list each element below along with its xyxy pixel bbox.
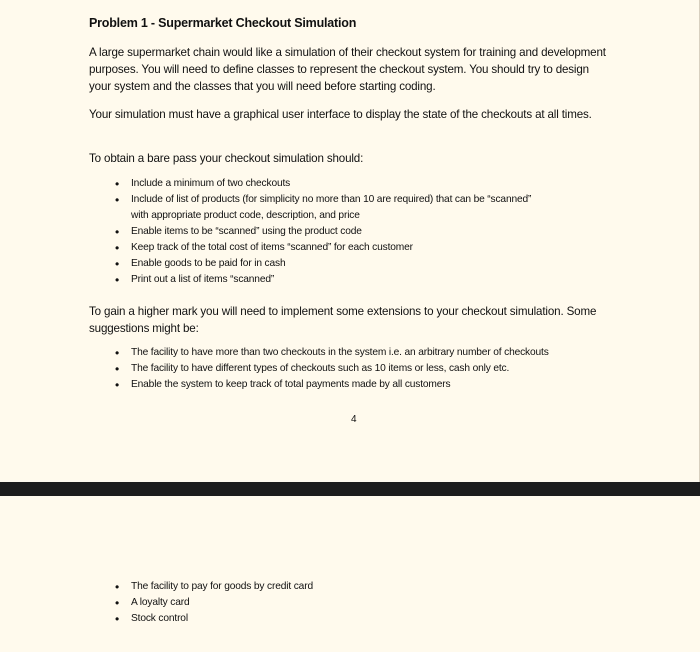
document-page-5 bbox=[0, 496, 700, 652]
page-number: 4 bbox=[351, 414, 357, 425]
list-item: • Stock control bbox=[89, 611, 609, 627]
list-item: • Print out a list of items “scanned” bbox=[89, 272, 609, 288]
list-item: • The facility to pay for goods by credit card bbox=[89, 579, 609, 595]
list-item: • Include a minimum of two checkouts bbox=[89, 176, 609, 192]
continued-suggestions-list bbox=[89, 579, 609, 627]
list-item: • A loyalty card bbox=[89, 595, 609, 611]
list-item: • Keep track of the total cost of items “scanned” for each customer bbox=[89, 240, 609, 256]
list-item: • Enable the system to keep track of total payments made by all customers bbox=[89, 377, 609, 393]
list-item: • Include of list of products (for simplicity no more than 10 are required) that can be “scanned” with appropriate product code, description, and price bbox=[89, 192, 609, 224]
list-item: • Enable goods to be paid for in cash bbox=[89, 256, 609, 272]
extension-suggestions-list bbox=[89, 345, 609, 393]
intro-paragraph: A large supermarket chain would like a simulation of their checkout system for training and development purposes. You will need to define classes to represent the checkout system. You should try to design your system and the classes that you will need before starting coding. bbox=[89, 46, 606, 93]
list-item: • Enable items to be “scanned” using the product code bbox=[89, 224, 609, 240]
list-item: • The facility to have more than two checkouts in the system i.e. an arbitrary number of checkouts bbox=[89, 345, 609, 361]
pass-heading: To obtain a bare pass your checkout simulation should: bbox=[89, 152, 364, 165]
problem-title: Problem 1 - Supermarket Checkout Simulation bbox=[89, 16, 357, 30]
pass-requirements-list bbox=[89, 176, 609, 288]
page-divider bbox=[0, 482, 700, 496]
higher-mark-paragraph: To gain a higher mark you will need to implement some extensions to your checkout simulation. Some suggestions might be: bbox=[89, 305, 597, 335]
gui-requirement-paragraph: Your simulation must have a graphical user interface to display the state of the checkouts at all times. bbox=[89, 108, 592, 121]
list-item: • The facility to have different types of checkouts such as 10 items or less, cash only etc. bbox=[89, 361, 609, 377]
